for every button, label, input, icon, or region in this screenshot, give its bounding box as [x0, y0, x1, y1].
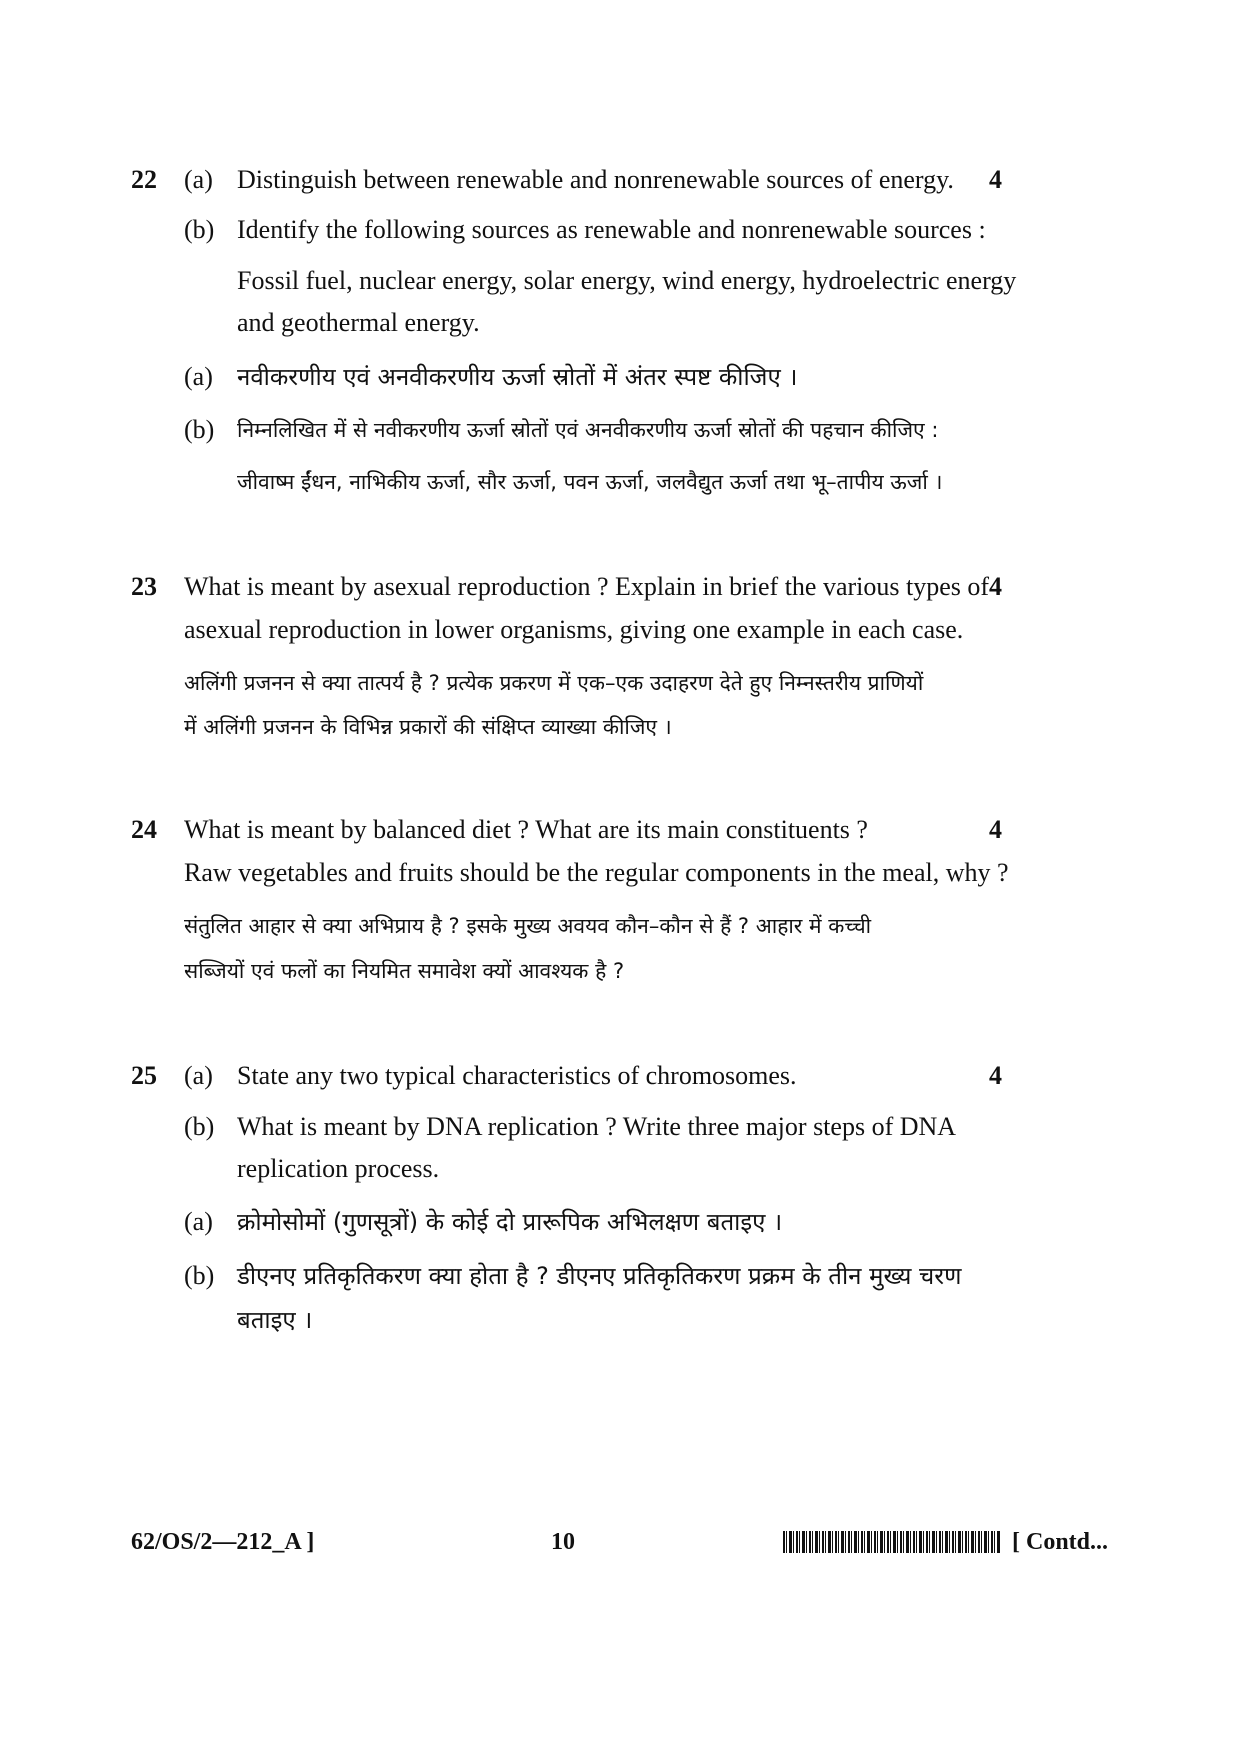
q22-a-hi: नवीकरणीय एवं अनवीकरणीय ऊर्जा स्रोतों में अंतर स्पष्ट कीजिए ।: [237, 363, 798, 391]
q22-b-en-line2: Fossil fuel, nuclear energy, solar energy, wind energy, hydroelectric energy: [237, 266, 1017, 295]
page-number: 10: [551, 1529, 575, 1555]
q25-marks: 4: [989, 1061, 1002, 1090]
q25-b-hi-line2: बताइए ।: [237, 1306, 313, 1334]
q22-b-hi-label: (b): [184, 415, 215, 444]
q25-b-en-line1: What is meant by DNA replication ? Write three major steps of DNA: [237, 1112, 957, 1141]
q22-a-hi-label: (a): [184, 362, 213, 391]
q25-b-hi-label: (b): [184, 1261, 215, 1290]
q22-b-hi-line2: जीवाष्म ईंधन, नाभिकीय ऊर्जा, सौर ऊर्जा, पवन ऊर्जा, जलवैद्युत ऊर्जा तथा भू–तापीय ऊर्जा ।: [237, 470, 943, 494]
q24-en-line2: Raw vegetables and fruits should be the regular components in the meal, why ?: [184, 858, 1009, 887]
q25-number: 25: [131, 1061, 157, 1090]
q25-b-hi-line1: डीएनए प्रतिकृतिकरण क्या होता है ? डीएनए प्रतिकृतिकरण प्रक्रम के तीन मुख्य चरण: [237, 1262, 962, 1290]
q24-hi-line2: सब्जियों एवं फलों का नियमित समावेश क्यों आवश्यक है ?: [184, 959, 625, 983]
q25-a-hi: क्रोमोसोमों (गुणसूत्रों) के कोई दो प्रारूपिक अभिलक्षण बताइए ।: [237, 1208, 783, 1236]
paper-code: 62/OS/2—212_A ]: [131, 1529, 315, 1555]
q25-a-label: (a): [184, 1061, 213, 1090]
q24-en-line1: What is meant by balanced diet ? What are its main constituents ?: [184, 815, 868, 844]
q22-b-hi-line1: निम्नलिखित में से नवीकरणीय ऊर्जा स्रोतों एवं अनवीकरणीय ऊर्जा स्रोतों की पहचान कीजिए :: [237, 418, 939, 442]
q25-a-en: State any two typical characteristics of chromosomes.: [237, 1061, 797, 1090]
q25-a-hi-label: (a): [184, 1207, 213, 1236]
q25-b-en-line2: replication process.: [237, 1154, 440, 1183]
q22-b-en-line3: and geothermal energy.: [237, 308, 480, 337]
q24-marks: 4: [989, 815, 1002, 844]
q22-b-en-line1: Identify the following sources as renewable and nonrenewable sources :: [237, 215, 986, 244]
q23-hi-line1: अलिंगी प्रजनन से क्या तात्पर्य है ? प्रत्येक प्रकरण में एक–एक उदाहरण देते हुए निम्नस्तरीय प्राणियों: [184, 671, 924, 695]
q25-b-label: (b): [184, 1112, 215, 1141]
barcode: [783, 1531, 1000, 1553]
q23-en-line1: What is meant by asexual reproduction ? Explain in brief the various types of: [184, 572, 990, 601]
q23-en-line2: asexual reproduction in lower organisms, giving one example in each case.: [184, 615, 964, 644]
q24-number: 24: [131, 815, 157, 844]
q22-b-label: (b): [184, 215, 215, 244]
contd-label: [ Contd...: [1012, 1529, 1109, 1555]
q23-hi-line2: में अलिंगी प्रजनन के विभिन्न प्रकारों की संक्षिप्त व्याख्या कीजिए ।: [184, 715, 672, 739]
q22-number: 22: [131, 165, 157, 194]
q22-a-en: Distinguish between renewable and nonrenewable sources of energy.: [237, 165, 954, 194]
q22-a-label: (a): [184, 165, 213, 194]
q24-hi-line1: संतुलित आहार से क्या अभिप्राय है ? इसके मुख्य अवयव कौन–कौन से हैं ? आहार में कच्ची: [184, 914, 872, 938]
q23-marks: 4: [989, 572, 1002, 601]
q23-number: 23: [131, 572, 157, 601]
q22-marks: 4: [989, 165, 1002, 194]
